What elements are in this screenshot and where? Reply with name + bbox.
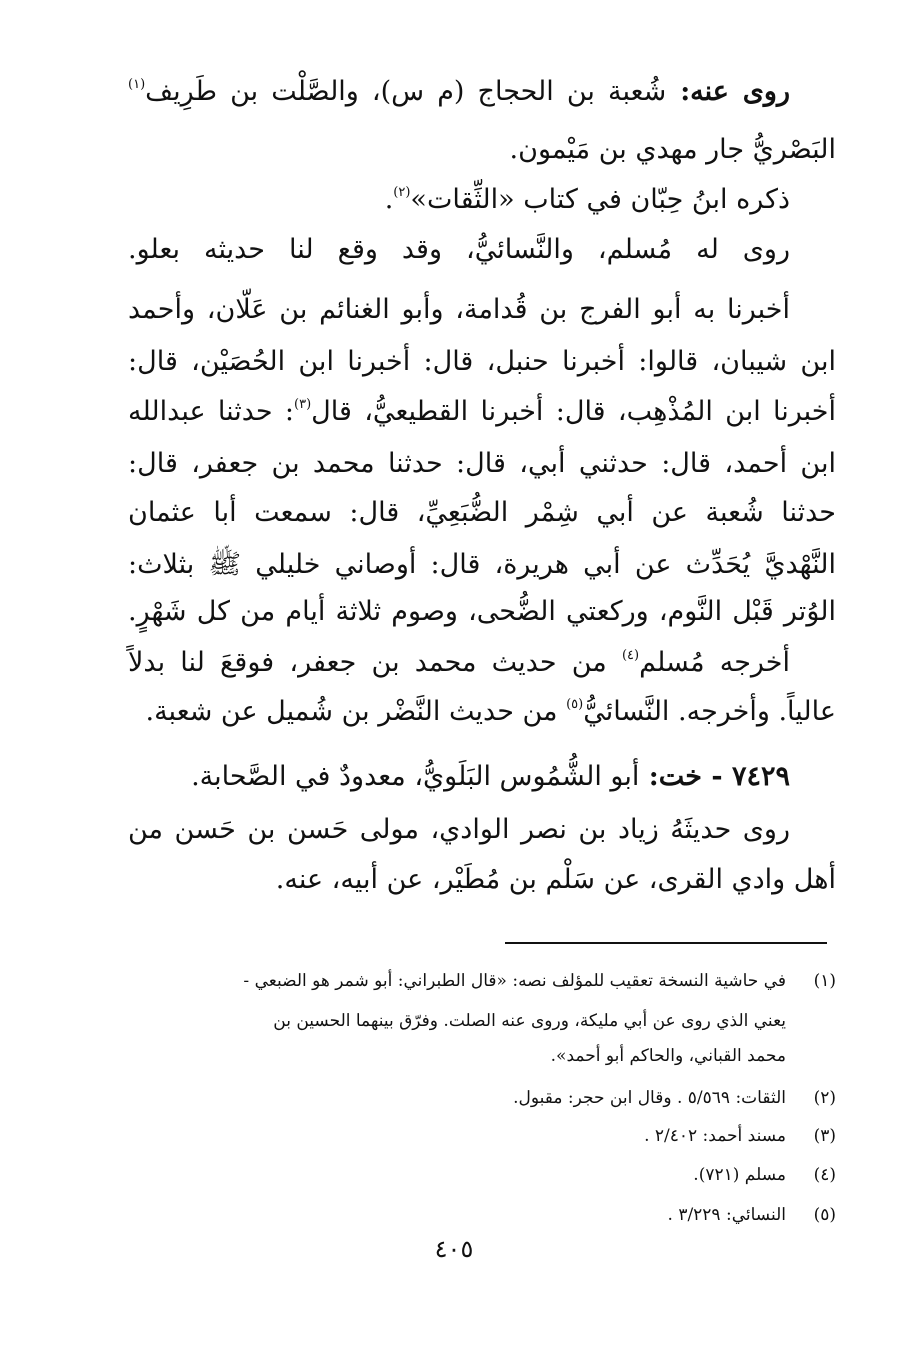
footnote-ref: (٥) xyxy=(566,697,584,712)
text-line: البَصْريُّ جار مهدي بن مَيْمون. xyxy=(509,134,836,165)
footnote-number: (٢) xyxy=(813,1088,836,1108)
text-line: ابن شيبان، قالوا: أخبرنا حنبل، قال: أخبرنا ابن الحُصَيْن، قال: xyxy=(128,346,836,377)
footnote-line: (٢)الثقات: ٥/٥٦٩ . وقال ابن حجر: مقبول. xyxy=(128,1083,836,1113)
text-line: أخبرنا ابن المُذْهِب، قال: أخبرنا القطيعيُّ، قال$^{(٣)}$: حدثنا عبدالله xyxy=(128,396,836,427)
footnote-line: (٥)النسائي: ٣/٢٢٩ . xyxy=(128,1200,836,1230)
entry-number: ٧٤٢٩ - خت: xyxy=(639,761,790,792)
text-line: روى عنه: شُعبة بن الحجاج (م س)، والصَّلْت بن طَرِيف$^{(١)}$ xyxy=(128,76,791,107)
text-line: ذكره ابنُ حِبّان في كتاب «الثِّقات»$^{(٢)}$. xyxy=(384,184,790,215)
footnote-ref: (١) xyxy=(128,77,146,92)
text-line: روى حديثَهُ زياد بن نصر الوادي، مولى حَسن بن حَسن من xyxy=(128,814,790,845)
footnote-number: (٣) xyxy=(813,1126,836,1146)
text-line: عالياً. وأخرجه. النَّسائيُّ$^{(٥)}$ من حديث النَّضْر بن شُميل عن شعبة. xyxy=(145,696,836,727)
footnote-line: يعني الذي روى عن أبي مليكة، وروى عنه الصلت. وفرّق بينهما الحسين بن xyxy=(273,1011,786,1031)
footnote-number: (٥) xyxy=(813,1205,836,1225)
footnote-number: (١) xyxy=(813,971,836,991)
text-line: أخبرنا به أبو الفرج بن قُدامة، وأبو الغنائم بن عَلّان، وأحمد xyxy=(128,294,790,325)
footnote-line: (١)في حاشية النسخة تعقيب للمؤلف نصه: «قال الطبراني: أبو شمر هو الضبعي - xyxy=(128,966,836,996)
text-line: روى له مُسلم، والنَّسائيُّ، وقد وقع لنا حديثه بعلو. xyxy=(128,234,790,265)
footnote-ref: (٤) xyxy=(621,648,640,663)
text-line: حدثنا شُعبة عن أبي شِمْر الضُّبَعِيِّ، قال: سمعت أبا عثمان xyxy=(128,497,836,528)
text-line: أخرجه مُسلم$^{(٤)}$ من حديث محمد بن جعفر، فوقعَ لنا بدلاً xyxy=(128,647,790,678)
footnote-ref: (٢) xyxy=(393,185,411,200)
text-line: أهل وادي القرى، عن سَلْم بن مُطَيْر، عن أبيه، عنه. xyxy=(275,864,836,895)
entry-heading: ٧٤٢٩ - خت: أبو الشُّمُوس البَلَويُّ، معدودٌ في الصَّحابة. xyxy=(191,761,790,792)
footnote-line: (٣)مسند أحمد: ٢/٤٠٢ . xyxy=(128,1121,836,1151)
footnote-line: محمد القباني، والحاكم أبو أحمد». xyxy=(550,1046,786,1066)
text-line: ابن أحمد، قال: حدثني أبي، قال: حدثنا محمد بن جعفر، قال: xyxy=(128,448,836,479)
text-line: النَّهْديَّ يُحَدِّث عن أبي هريرة، قال: أوصاني خليلي ﷺ بثلاث: xyxy=(128,549,836,580)
narrators-label: روى عنه: xyxy=(666,76,791,107)
footnote-divider xyxy=(505,942,827,944)
footnote-number: (٤) xyxy=(813,1165,836,1185)
footnote-ref: (٣) xyxy=(294,397,312,412)
text-line: الوُتر قَبْل النَّوم، وركعتي الضُّحى، وصوم ثلاثة أيام من كل شَهْرٍ. xyxy=(128,596,836,627)
footnote-line: (٤)مسلم (٧٢١). xyxy=(128,1160,836,1190)
page-number: ٤٠٥ xyxy=(434,1235,474,1263)
